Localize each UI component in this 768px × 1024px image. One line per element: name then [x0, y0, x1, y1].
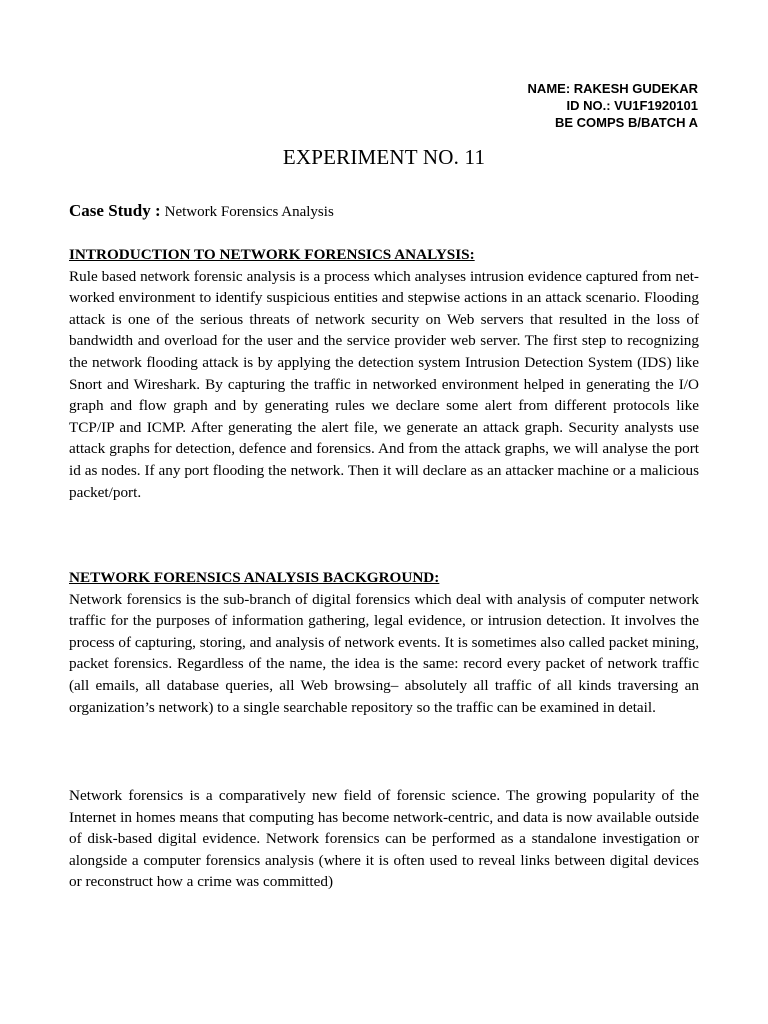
case-study-line: [69, 201, 334, 221]
page-title: EXPERIMENT NO. 11: [282, 145, 486, 169]
section-heading: NETWORK FORENSICS ANALYSIS BACKGROUND:: [69, 569, 440, 586]
section-introduction: [69, 244, 699, 503]
case-study-label: Case Study :: [69, 201, 161, 220]
section-background: [69, 567, 699, 718]
student-info-block: [528, 80, 698, 131]
student-class: BE COMPS B/BATCH A: [555, 115, 698, 130]
student-name: NAME: RAKESH GUDEKAR: [527, 81, 698, 96]
student-id: ID NO.: VU1F1920101: [566, 98, 698, 113]
case-study-value: Network Forensics Analysis: [164, 204, 334, 220]
closing-paragraph: Network forensics is a comparatively new field of forensic science. The growing popularity of the Internet in homes means that computing has become network-centric, and data is now available outside of disk-based digital evidence. Network forensics can be performed as a standalone investigation or alongside a computer forensics analysis (where it is often used to reveal links between digital devices or reconstruct how a crime was committed): [69, 787, 699, 891]
section-heading: INTRODUCTION TO NETWORK FORENSICS ANALYSIS:: [69, 246, 475, 263]
section-body: Rule based network forensic analysis is a process which analyses intrusion evidence captured from net-worked environment to identify suspicious entities and stepwise actions in an attack scenario. Flooding attack is one of the serious threats of network security on Web servers that resulted in the loss of bandwidth and overload for the user and the service provider web server. The first step to recognizing the network flooding attack is by applying the detection system Intrusion Detection System (IDS) like Snort and Wireshark. By capturing the traffic in networked environment helped in generating the I/O graph and flow graph and by generating rules we declare some alert from different protocols like TCP/IP and ICMP. After generating the alert file, we generate an attack graph. Security analysts use attack graphs for detection, defence and forensics. And from the attack graphs, we will analyse the port id as nodes. If any port flooding the network. Then it will declare as an attacker machine or a malicious packet/port.: [69, 267, 699, 501]
section-body: Network forensics is the sub-branch of digital forensics which deal with analysis of computer network traffic for the purposes of information gathering, legal evidence, or intrusion detection. It involves the process of capturing, storing, and analysis of network events. It is sometimes also called packet mining, packet forensics. Regardless of the name, the idea is the same: record every packet of network traffic (all emails, all database queries, all Web browsing– absolutely all traffic of all kinds traversing an organization’s network) to a single searchable repository so the traffic can be examined in detail.: [69, 590, 699, 716]
closing-paragraph-block: [69, 785, 699, 893]
